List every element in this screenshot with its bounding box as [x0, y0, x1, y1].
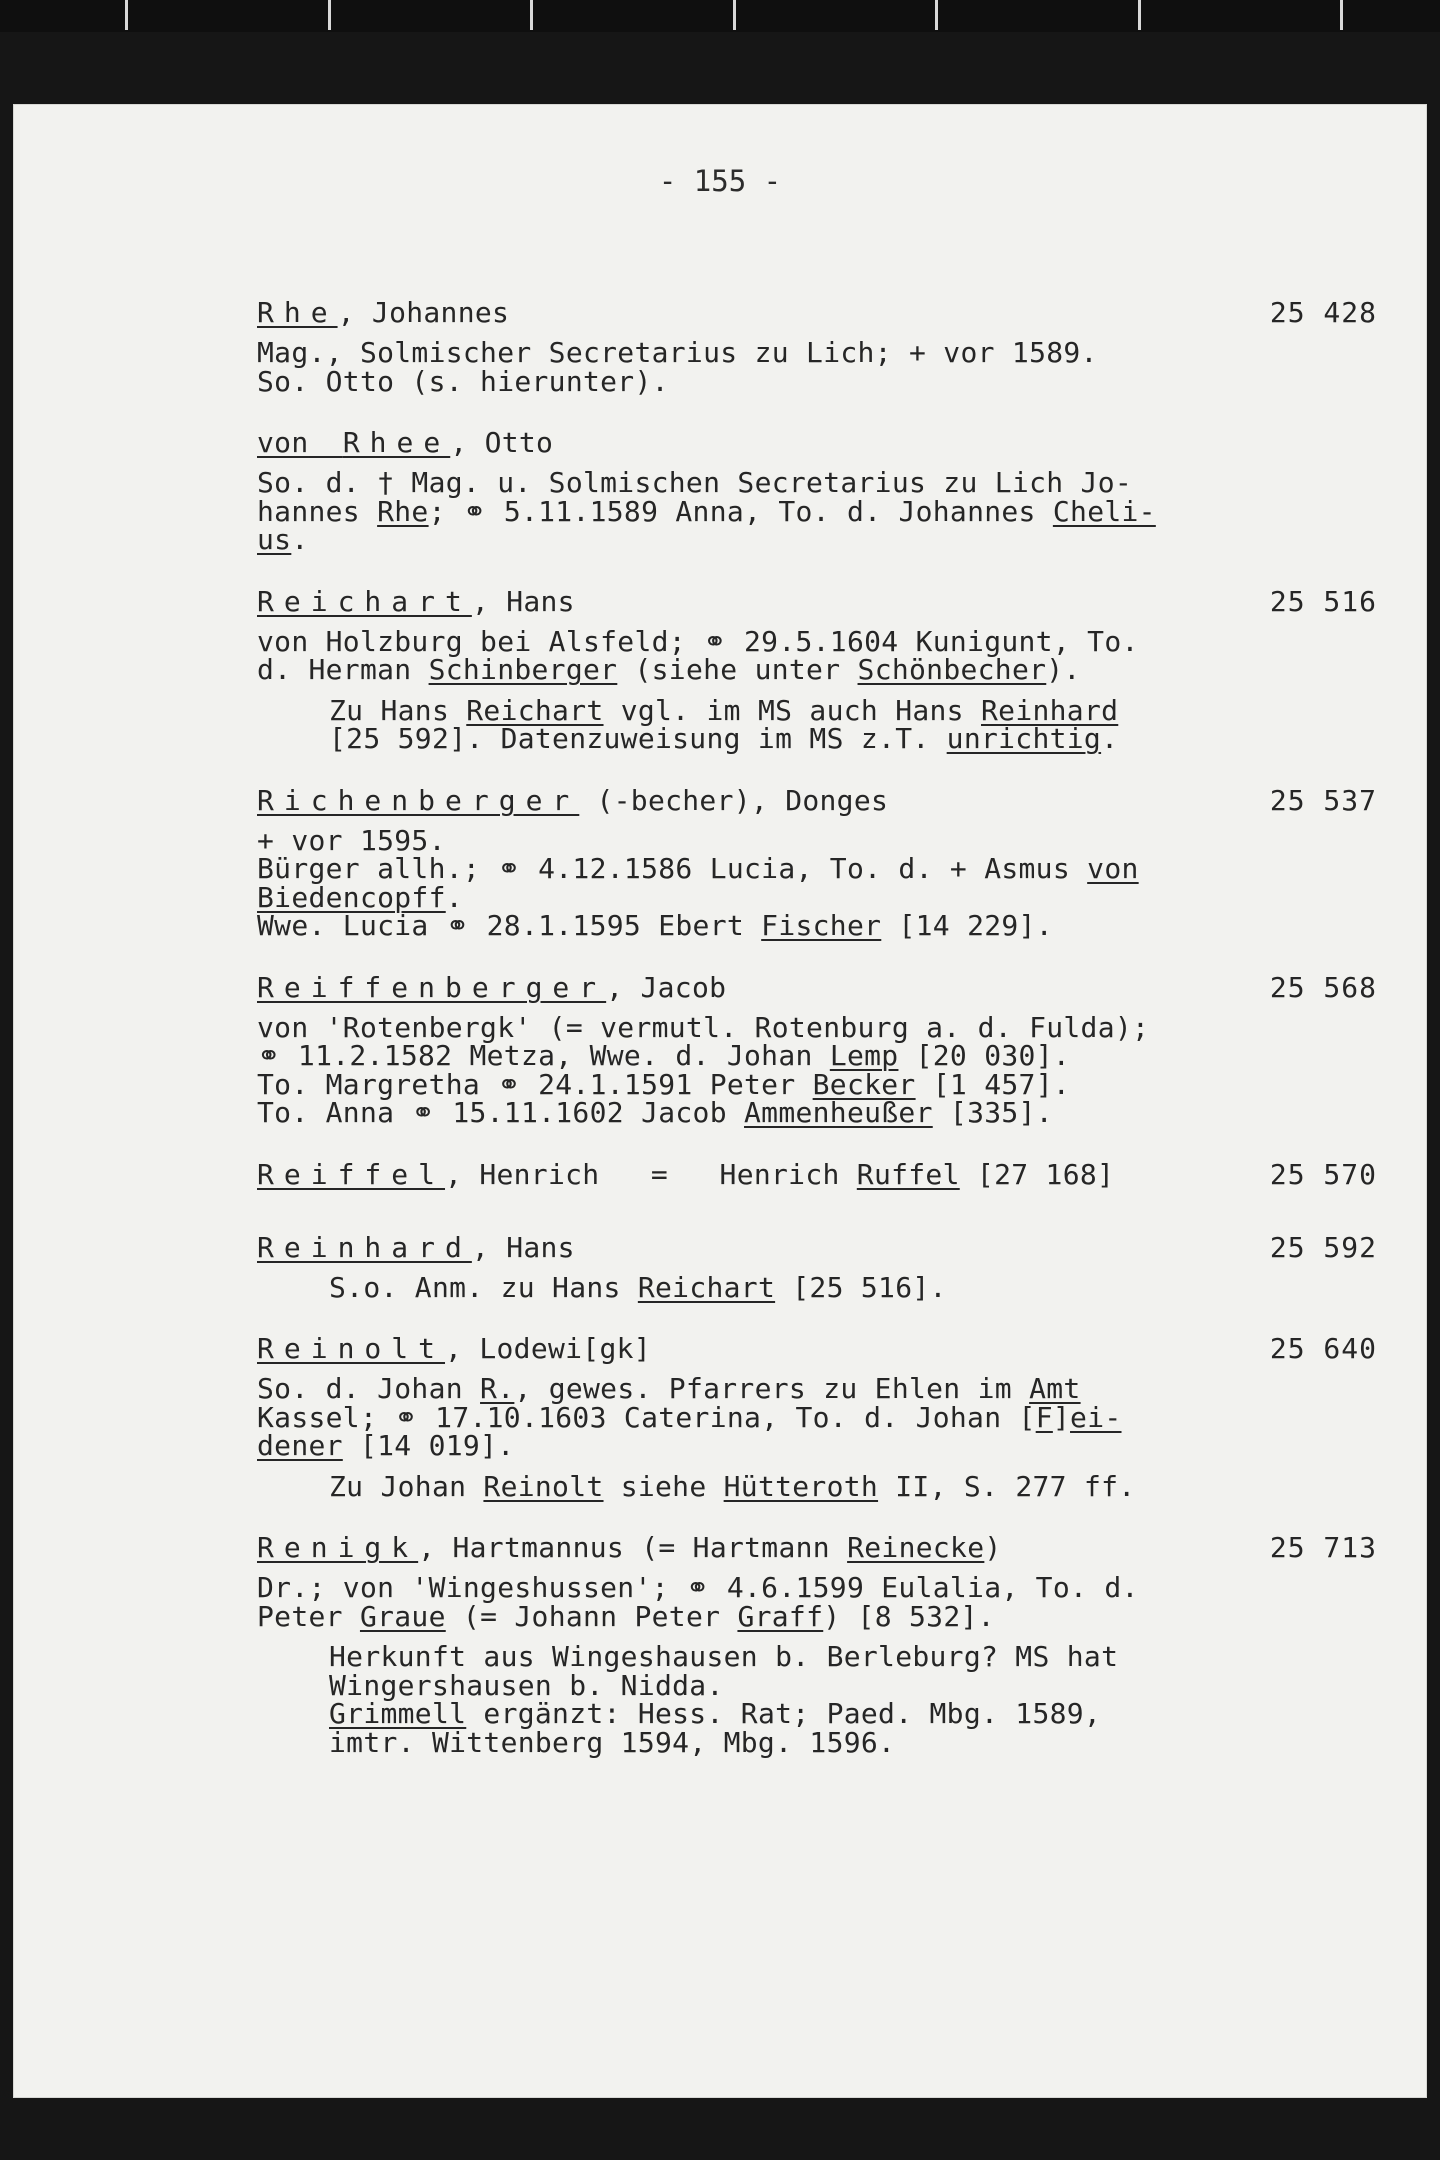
- entry-heading: Rhe, Johannes 25 428: [257, 296, 1377, 329]
- surname: Reinolt: [257, 1332, 446, 1365]
- entry-heading: Reichart, Hans 25 516: [257, 584, 1377, 618]
- entry-text: von Holzburg bei Alsfeld; ⚭ 29.5.1604 Kunigunt, To. d. Herman Schinberger (siehe unter Schönbecher).: [257, 624, 1139, 686]
- given-name: Hans: [506, 584, 575, 618]
- strip-mark: [530, 0, 533, 30]
- entry-reichart: [257, 584, 1377, 755]
- given-name: Johannes: [371, 296, 510, 329]
- entry-note: Zu Johan Reinolt siehe Hütteroth II, S. 277 ff.: [329, 1469, 1136, 1503]
- entry-note: Herkunft aus Wingeshausen b. Berleburg? MS hat Wingershausen b. Nidda. Grimmell ergänzt: Hess. Rat; Paed. Mbg. 1589, imtr. Wittenberg 1594, Mbg. 1596.: [329, 1640, 1119, 1759]
- surname: Reichart: [257, 584, 472, 618]
- entry-reiffenberger: [257, 970, 1377, 1129]
- entry-heading: Reinolt, Lodewi[gk] 25 640: [257, 1332, 1377, 1365]
- entry-reiffel: [257, 1157, 1377, 1201]
- entry-id: 25 568: [1269, 970, 1377, 1004]
- entry-id: 25 537: [1269, 783, 1377, 817]
- strip-mark: [935, 0, 938, 30]
- entry-text: Mag., Solmischer Secretarius zu Lich; + vor 1589. So. Otto (s. hierunter).: [257, 336, 1098, 398]
- film-strip: [0, 0, 1440, 32]
- page-number: - 155 -: [658, 164, 782, 198]
- entry-note: Zu Hans Reichart vgl. im MS auch Hans Reinhard [25 592]. Datenzuweisung im MS z.T. unrichtig.: [329, 693, 1119, 755]
- surname-prefix: von: [257, 426, 309, 459]
- entry-reinhard: [257, 1230, 1377, 1304]
- entry-text: So. d. Johan R., gewes. Pfarrers zu Ehlen im Amt Kassel; ⚭ 17.10.1603 Caterina, To. d. Johan [F]ei- dener [14 019].: [257, 1372, 1122, 1462]
- entry-reinolt: [257, 1332, 1377, 1503]
- given-name: Lodewi[gk]: [479, 1332, 651, 1365]
- entry-renigk: [257, 1531, 1377, 1759]
- surname: Rhe: [257, 296, 338, 329]
- document-page: [13, 104, 1427, 2098]
- entry-text: + vor 1595. Bürger allh.; ⚭ 4.12.1586 Lucia, To. d. + Asmus von Biedencopff. Wwe. Lucia ⚭ 28.1.1595 Ebert Fischer [14 229].: [257, 823, 1139, 942]
- strip-mark: [1340, 0, 1343, 30]
- strip-mark: [1138, 0, 1141, 30]
- entry-text: So. d. † Mag. u. Solmischen Secretarius zu Lich Jo- hannes Rhe; ⚭ 5.11.1589 Anna, To. d. Johannes Cheli- us.: [257, 466, 1156, 556]
- entry-id: 25 713: [1269, 1531, 1377, 1564]
- surname: Richenberger: [257, 783, 580, 817]
- entry-heading: Reinhard, Hans 25 592: [257, 1230, 1377, 1264]
- surname: Reinhard: [257, 1230, 472, 1264]
- entry-heading: Renigk, Hartmannus (= Hartmann Reinecke) 25 713: [257, 1531, 1377, 1564]
- given-name: (-becher), Donges: [596, 783, 889, 817]
- entry-id: 25 592: [1269, 1230, 1377, 1264]
- entry-text: Dr.; von 'Wingeshussen'; ⚭ 4.6.1599 Eulalia, To. d. Peter Graue (= Johann Peter Graff) [8 532].: [257, 1571, 1139, 1633]
- entry-rhe: [257, 296, 1377, 398]
- entry-heading: von Rhee, Otto: [257, 426, 554, 459]
- surname: Reiffel: [257, 1157, 446, 1191]
- surname: Renigk: [257, 1531, 419, 1564]
- entry-richenberger: [257, 783, 1377, 942]
- surname: Rhee: [342, 426, 451, 459]
- entry-text: von 'Rotenbergk' (= vermutl. Rotenburg a. d. Fulda); ⚭ 11.2.1582 Metza, Wwe. d. Johan Lemp [20 030]. To. Margretha ⚭ 24.1.1591 Peter Becker [1 457]. To. Anna ⚭ 15.11.1602 Jacob Ammenheußer [335].: [257, 1010, 1150, 1129]
- entry-von-rhee: [257, 426, 1377, 556]
- entry-heading: [257, 783, 1377, 827]
- entry-id: 25 640: [1269, 1332, 1377, 1365]
- entry-id: 25 570: [1269, 1157, 1377, 1191]
- given-name: Hans: [506, 1230, 575, 1264]
- entry-id: 25 428: [1269, 296, 1377, 329]
- entry-heading: Reiffenberger, Jacob 25 568: [257, 970, 1377, 1004]
- surname: Reiffenberger: [257, 970, 607, 1004]
- strip-mark: [733, 0, 736, 30]
- entry-note: S.o. Anm. zu Hans Reichart [25 516].: [329, 1270, 947, 1304]
- strip-mark: [125, 0, 128, 30]
- given-name: Otto: [484, 426, 554, 459]
- given-name: Jacob: [640, 970, 727, 1004]
- entry-heading: Reiffel, Henrich = Henrich Ruffel [27 168] 25 570: [257, 1157, 1377, 1191]
- entry-id: 25 516: [1269, 584, 1377, 618]
- entry-list: [257, 296, 1377, 1790]
- strip-mark: [328, 0, 331, 30]
